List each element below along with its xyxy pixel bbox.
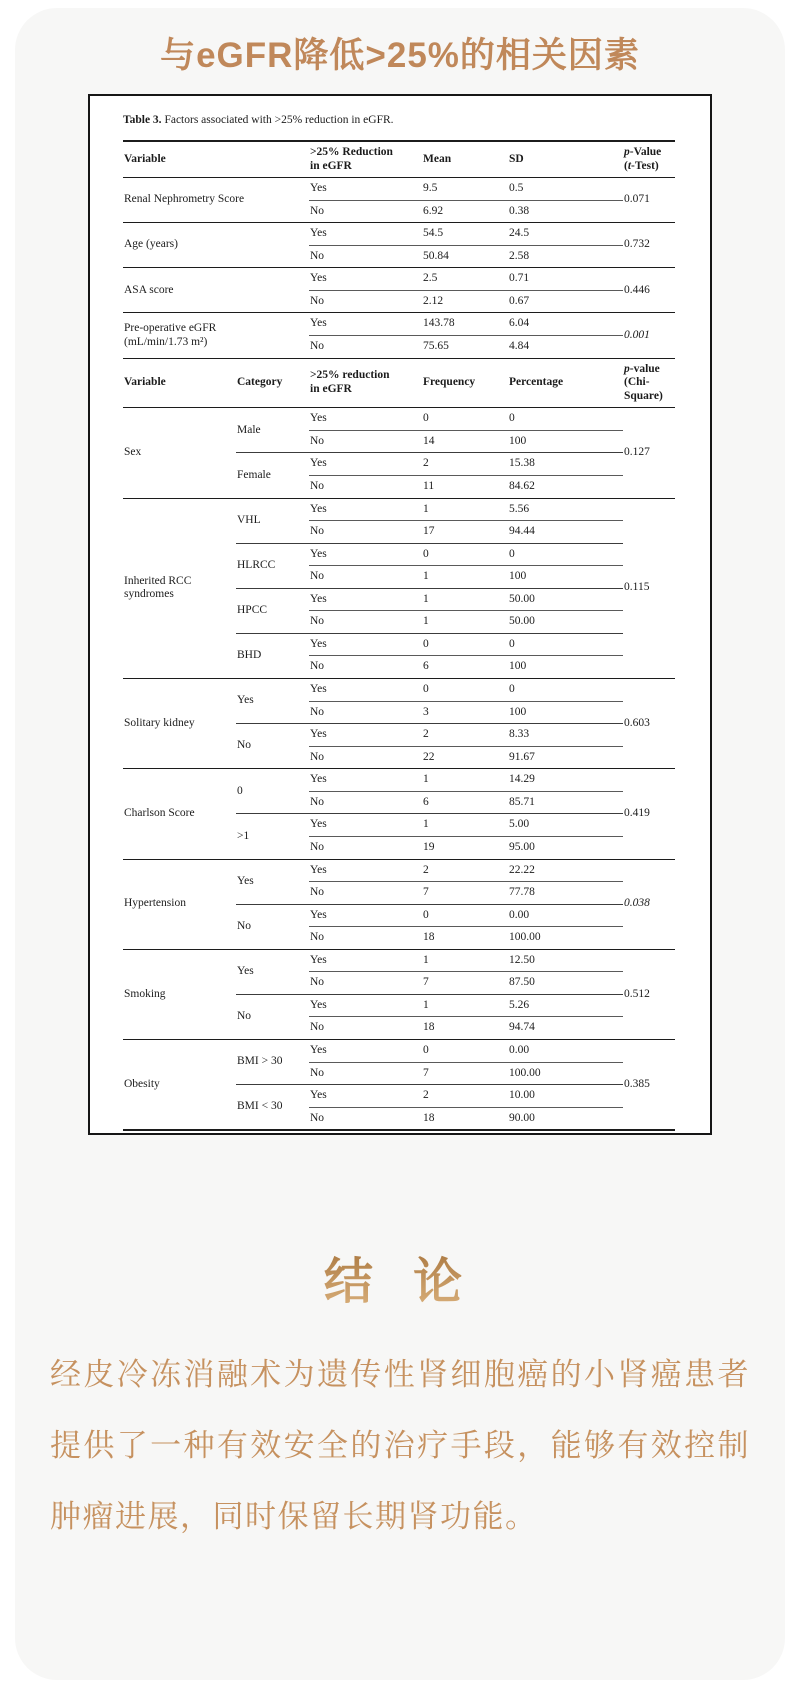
table-cell: No (309, 245, 422, 268)
table-cell: No (309, 1017, 422, 1040)
table-cell: 1 (422, 949, 508, 972)
table-cell: 0.385 (623, 1040, 675, 1131)
table-cell: 1 (422, 769, 508, 792)
table-cell: 91.67 (508, 746, 623, 769)
table-cell: 94.44 (508, 521, 623, 544)
column-header: Category (236, 358, 309, 408)
table-cell: 0.71 (508, 268, 623, 291)
table-cell: 17 (422, 521, 508, 544)
table-cell: Solitary kidney (123, 679, 236, 769)
table-cell: No (309, 475, 422, 498)
table-cell: Yes (309, 588, 422, 611)
table-cell: 9.5 (422, 178, 508, 201)
table-cell: 0.00 (508, 904, 623, 927)
table-caption (123, 113, 677, 128)
table-cell: 0.67 (508, 290, 623, 313)
table-cell: 1 (422, 611, 508, 634)
table-caption-label: Table 3. (123, 114, 162, 126)
table-cell: HLRCC (236, 543, 309, 588)
table-cell: 0.446 (623, 268, 675, 313)
column-header: Percentage (508, 358, 623, 408)
table-cell: 18 (422, 1107, 508, 1130)
table-cell: 6.92 (422, 200, 508, 223)
table-cell: No (309, 290, 422, 313)
table-cell: 14 (422, 430, 508, 453)
table-cell: Yes (309, 408, 422, 431)
table-cell: No (309, 701, 422, 724)
table-cell: 0 (422, 679, 508, 702)
table-cell: 4.84 (508, 336, 623, 359)
table-cell: Yes (236, 679, 309, 724)
column-header: Frequency (422, 358, 508, 408)
table-cell: 0.5 (508, 178, 623, 201)
table-cell: 6 (422, 791, 508, 814)
table-cell: 5.00 (508, 814, 623, 837)
page-card (15, 8, 785, 1680)
table-cell: 5.26 (508, 994, 623, 1017)
table-cell: Yes (309, 1040, 422, 1063)
table-cell: No (309, 791, 422, 814)
table-cell: BMI > 30 (236, 1040, 309, 1085)
table-cell: No (309, 200, 422, 223)
table-cell: 54.5 (422, 223, 508, 246)
table-cell: 2 (422, 453, 508, 476)
table-cell: 100 (508, 701, 623, 724)
table-cell: 0 (236, 769, 309, 814)
table-cell: 6 (422, 656, 508, 679)
table-cell: 0.115 (623, 498, 675, 679)
table-cell: 0.071 (623, 178, 675, 223)
table-cell: Yes (309, 994, 422, 1017)
table-cell: 0 (422, 1040, 508, 1063)
table-cell: Yes (236, 859, 309, 904)
column-header: Mean (422, 141, 508, 178)
table-cell: Yes (309, 769, 422, 792)
table-cell: Yes (309, 268, 422, 291)
table-cell: 2.58 (508, 245, 623, 268)
table-cell: 0 (508, 679, 623, 702)
table-cell: No (309, 836, 422, 859)
table-cell: 2 (422, 724, 508, 747)
table-cell: Charlson Score (123, 769, 236, 859)
table-cell: 22.22 (508, 859, 623, 882)
column-header: >25% Reduction in eGFR (309, 141, 422, 178)
table-cell: 1 (422, 498, 508, 521)
table-cell: Age (years) (123, 223, 309, 268)
table-cell: Yes (309, 1085, 422, 1108)
table-cell: Hypertension (123, 859, 236, 949)
table-cell: No (309, 746, 422, 769)
table-cell: 1 (422, 566, 508, 589)
table-cell: Female (236, 453, 309, 498)
table-cell: Yes (309, 633, 422, 656)
table-cell: Male (236, 408, 309, 453)
table-cell: 2.12 (422, 290, 508, 313)
column-header: SD (508, 141, 623, 178)
table-caption-text: Factors associated with >25% reduction in eGFR. (161, 114, 394, 126)
table-cell: No (236, 724, 309, 769)
table-cell: 100 (508, 430, 623, 453)
table-cell: 1 (422, 588, 508, 611)
table-cell: 22 (422, 746, 508, 769)
table-cell: 0.512 (623, 949, 675, 1039)
table-cell: No (309, 972, 422, 995)
table-cell: 95.00 (508, 836, 623, 859)
table-cell: 0 (422, 408, 508, 431)
table-cell: No (236, 994, 309, 1039)
table-cell: 0.038 (623, 859, 675, 949)
table-cell: HPCC (236, 588, 309, 633)
page-title: 与eGFR降低>25%的相关因素 (160, 36, 640, 75)
table-cell: No (309, 611, 422, 634)
table-cell: 50.84 (422, 245, 508, 268)
table-cell: Yes (309, 223, 422, 246)
table-cell: 0 (422, 904, 508, 927)
table-cell: 24.5 (508, 223, 623, 246)
table-cell: 10.00 (508, 1085, 623, 1108)
column-header: Variable (123, 358, 236, 408)
table-cell: 100 (508, 566, 623, 589)
table-cell: Obesity (123, 1040, 236, 1131)
table-cell: Yes (309, 859, 422, 882)
table-cell: 11 (422, 475, 508, 498)
table-cell: No (309, 521, 422, 544)
table-cell: 100 (508, 656, 623, 679)
column-header: Variable (123, 141, 309, 178)
table-cell: 7 (422, 882, 508, 905)
table-cell: 0.732 (623, 223, 675, 268)
table-cell: 77.78 (508, 882, 623, 905)
table-cell: BHD (236, 633, 309, 678)
column-header: p-Value (t-Test) (623, 141, 675, 178)
table-cell: Yes (309, 904, 422, 927)
table-cell: ASA score (123, 268, 309, 313)
table-cell: Yes (309, 724, 422, 747)
table-cell: 84.62 (508, 475, 623, 498)
table-cell: No (309, 566, 422, 589)
table-cell: 0 (422, 543, 508, 566)
table-card (88, 94, 712, 1135)
table-cell: 75.65 (422, 336, 508, 359)
table-cell: Yes (309, 679, 422, 702)
table-cell: 94.74 (508, 1017, 623, 1040)
table-cell: 85.71 (508, 791, 623, 814)
table-cell: 19 (422, 836, 508, 859)
table-cell: 50.00 (508, 588, 623, 611)
table-cell: 0 (508, 408, 623, 431)
table-cell: 100.00 (508, 927, 623, 950)
column-header: >25% reduction in eGFR (309, 358, 422, 408)
table-cell: No (236, 904, 309, 949)
table-cell: Yes (309, 949, 422, 972)
table-cell: Inherited RCC syndromes (123, 498, 236, 679)
table-cell: 100.00 (508, 1062, 623, 1085)
table-cell: 0 (508, 543, 623, 566)
table-cell: 0.00 (508, 1040, 623, 1063)
table-cell: Renal Nephrometry Score (123, 178, 309, 223)
table-cell: No (309, 430, 422, 453)
table-cell: 0.001 (623, 313, 675, 358)
table-cell: 14.29 (508, 769, 623, 792)
column-header: p-value (Chi-Square) (623, 358, 675, 408)
table-cell: Yes (309, 178, 422, 201)
table-cell: 50.00 (508, 611, 623, 634)
conclusion-paragraph: 经皮冷冻消融术为遗传性肾细胞癌的小肾癌患者提供了一种有效安全的治疗手段，能够有效控制肿瘤进展，同时保留长期肾功能。 (50, 1357, 750, 1534)
table-cell: 0.38 (508, 200, 623, 223)
table-cell: Smoking (123, 949, 236, 1039)
table-cell: 5.56 (508, 498, 623, 521)
table-cell: 0 (422, 633, 508, 656)
table-cell: BMI < 30 (236, 1085, 309, 1131)
table-cell: 2.5 (422, 268, 508, 291)
table-cell: No (309, 1107, 422, 1130)
conclusion-heading: 结 论 (15, 1251, 785, 1313)
table-cell: 15.38 (508, 453, 623, 476)
table-cell: Yes (309, 313, 422, 336)
table-cell: 87.50 (508, 972, 623, 995)
table-cell: Yes (309, 453, 422, 476)
table-cell: 1 (422, 814, 508, 837)
table-cell: 2 (422, 1085, 508, 1108)
table-cell: 12.50 (508, 949, 623, 972)
table-cell: 1 (422, 994, 508, 1017)
table-cell: 0.127 (623, 408, 675, 498)
table-cell: >1 (236, 814, 309, 859)
table-cell: 2 (422, 859, 508, 882)
table-cell: No (309, 1062, 422, 1085)
table-cell: 0.419 (623, 769, 675, 859)
table-cell: 0.603 (623, 679, 675, 769)
table-cell: 6.04 (508, 313, 623, 336)
table-cell: 7 (422, 972, 508, 995)
stats-table (123, 140, 675, 1131)
table-cell: Yes (309, 543, 422, 566)
table-cell: Yes (309, 498, 422, 521)
table-cell: 7 (422, 1062, 508, 1085)
table-cell: VHL (236, 498, 309, 543)
table-cell: Yes (309, 814, 422, 837)
table-cell: 90.00 (508, 1107, 623, 1130)
table-cell: No (309, 656, 422, 679)
table-cell: Yes (236, 949, 309, 994)
table-cell: 143.78 (422, 313, 508, 336)
table-cell: 18 (422, 1017, 508, 1040)
table-cell: 3 (422, 701, 508, 724)
table-cell: Sex (123, 408, 236, 498)
table-cell: No (309, 336, 422, 359)
table-cell: No (309, 927, 422, 950)
table-cell: 18 (422, 927, 508, 950)
table-cell: Pre-operative eGFR (mL/min/1.73 m²) (123, 313, 309, 358)
table-cell: 0 (508, 633, 623, 656)
table-cell: 8.33 (508, 724, 623, 747)
table-cell: No (309, 882, 422, 905)
